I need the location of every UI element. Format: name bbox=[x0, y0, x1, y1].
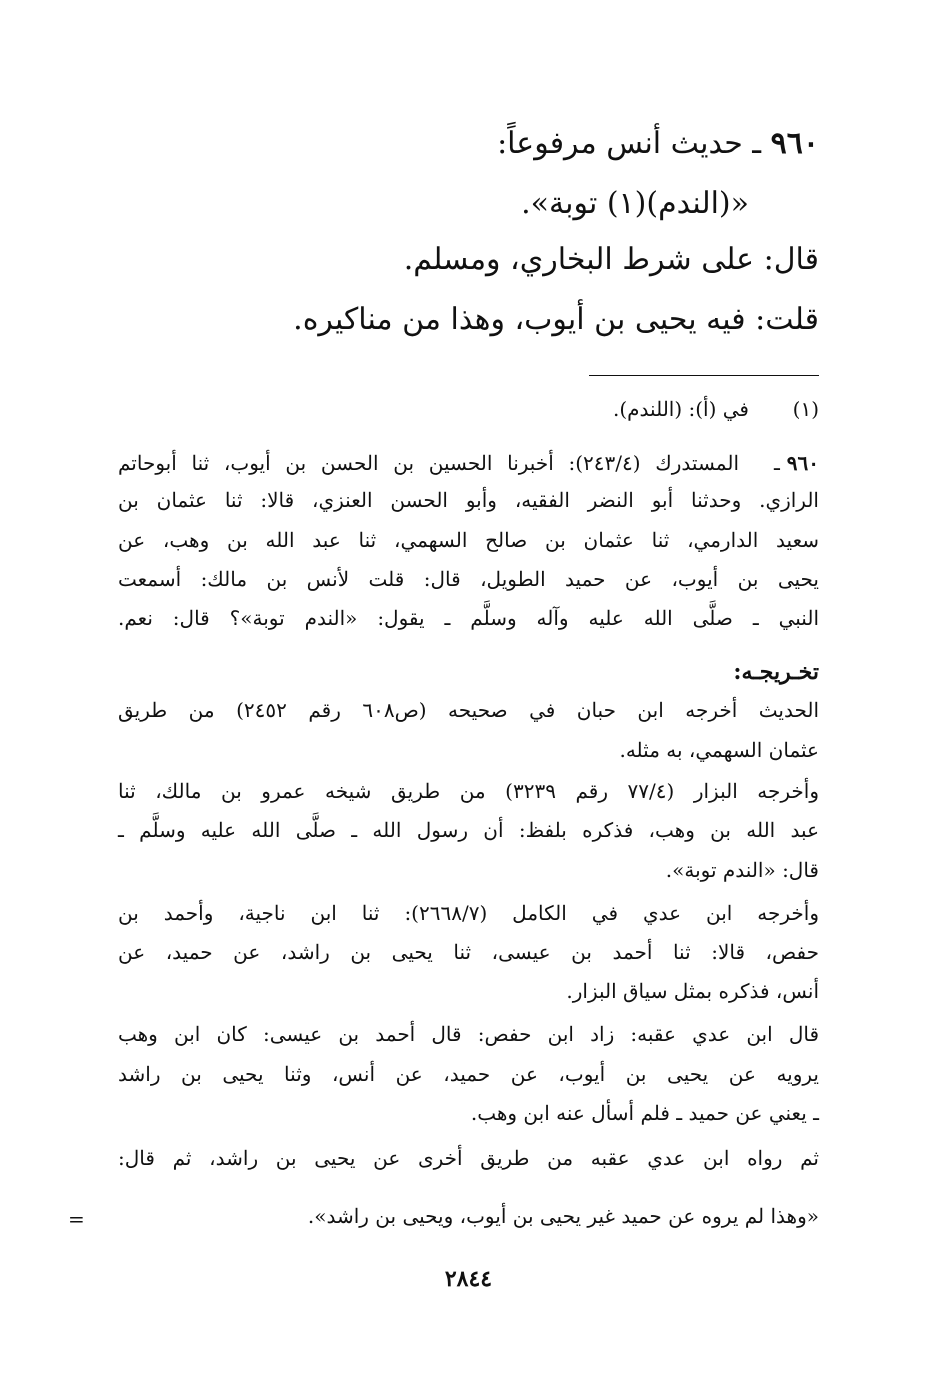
takhrij-quote: «وهذا لم يروه عن حميد غير يحيى بن أيوب، ويحيى بن راشد». bbox=[307, 1204, 819, 1228]
takhrij-intro-line-5: النبي ـ صلَّى الله عليه وآله وسلَّم ـ يقول: «الندم توبة»؟ قال: نعم. bbox=[118, 606, 819, 630]
takhrij-intro-line-3: سعيد الدارمي، ثنا عثمان بن صالح السهمي، ثنا عبد الله بن وهب، عن bbox=[118, 528, 819, 552]
takhrij-p2-line-3: قال: «الندم توبة». bbox=[665, 858, 819, 882]
takhrij-p3-line-3: أنس، فذكره بمثل سياق البزار. bbox=[566, 979, 819, 1003]
hadith-number: ٩٦٠ bbox=[770, 126, 819, 161]
takhrij-p3-line-2: حفص، قالا: ثنا أحمد بن عيسى، ثنا يحيى بن راشد، عن حميد، عن bbox=[118, 940, 819, 964]
footnote-marker: (١) bbox=[792, 397, 819, 421]
takhrij-p3-line-1: وأخرجه ابن عدي في الكامل (٢٦٦٨/٧): ثنا ابن ناجية، وأحمد بن bbox=[118, 901, 819, 925]
takhrij-p1-line-1: الحديث أخرجه ابن حبان في صحيحه (ص٦٠٨ رقم ٢٤٥٢) من طريق bbox=[118, 698, 820, 722]
hadith-title-line bbox=[497, 124, 819, 164]
takhrij-intro-line-4: يحيى بن أيوب، عن حميد الطويل، قال: قلت لأنس بن مالك: أسمعت bbox=[118, 567, 819, 591]
takhrij-p4-line-2: يرويه عن يحيى بن أيوب، عن حميد، عن أنس، وثنا يحيى بن راشد bbox=[118, 1062, 819, 1086]
takhrij-intro-line-2: الرازي. وحدثنا أبو النضر الفقيه، وأبو الحسن العنزي، قالا: ثنا عثمان بن bbox=[118, 488, 819, 512]
takhrij-number-dash: ـ bbox=[773, 451, 780, 475]
footnote-text: في (أ): (اللندم). bbox=[613, 397, 749, 421]
takhrij-intro-line-1: المستدرك (٢٤٣/٤): أخبرنا الحسين بن الحسن بن أيوب، ثنا أبوحاتم bbox=[118, 451, 739, 475]
takhrij-number bbox=[774, 448, 819, 478]
footnote-separator bbox=[589, 375, 819, 376]
hadith-title: ـ حديث أنس مرفوعاً: bbox=[497, 126, 762, 161]
page-number: ٢٨٤٤ bbox=[444, 1266, 493, 1292]
takhrij-p5-line-1: ثم رواه ابن عدي عقبه من طريق أخرى عن يحيى بن راشد، ثم قال: bbox=[118, 1146, 819, 1170]
hadith-qala: قال: على شرط البخاري، ومسلم. bbox=[403, 242, 819, 277]
takhrij-p4-line-3: ـ يعني عن حميد ـ فلم أسأل عنه ابن وهب. bbox=[470, 1101, 819, 1125]
takhrij-heading: تخـريجـه: bbox=[733, 659, 819, 685]
takhrij-number-value: ٩٦٠ bbox=[786, 451, 819, 475]
hadith-text: «(الندم)(١) توبة». bbox=[521, 186, 749, 221]
continuation-mark: = bbox=[68, 1207, 85, 1231]
takhrij-p2-line-1: وأخرجه البزار (٧٧/٤ رقم ٣٢٣٩) من طريق شيخه عمرو بن مالك، ثنا bbox=[118, 779, 819, 803]
hadith-qultu: قلت: فيه يحيى بن أيوب، وهذا من مناكيره. bbox=[293, 302, 819, 337]
takhrij-p2-line-2: عبد الله بن وهب، فذكره بلفظ: أن رسول الله ـ صلَّى الله عليه وسلَّم ـ bbox=[118, 818, 819, 842]
takhrij-p4-line-1: قال ابن عدي عقبه: زاد ابن حفص: قال أحمد بن عيسى: كان ابن وهب bbox=[118, 1022, 819, 1046]
takhrij-p1-line-2: عثمان السهمي، به مثله. bbox=[619, 738, 819, 762]
